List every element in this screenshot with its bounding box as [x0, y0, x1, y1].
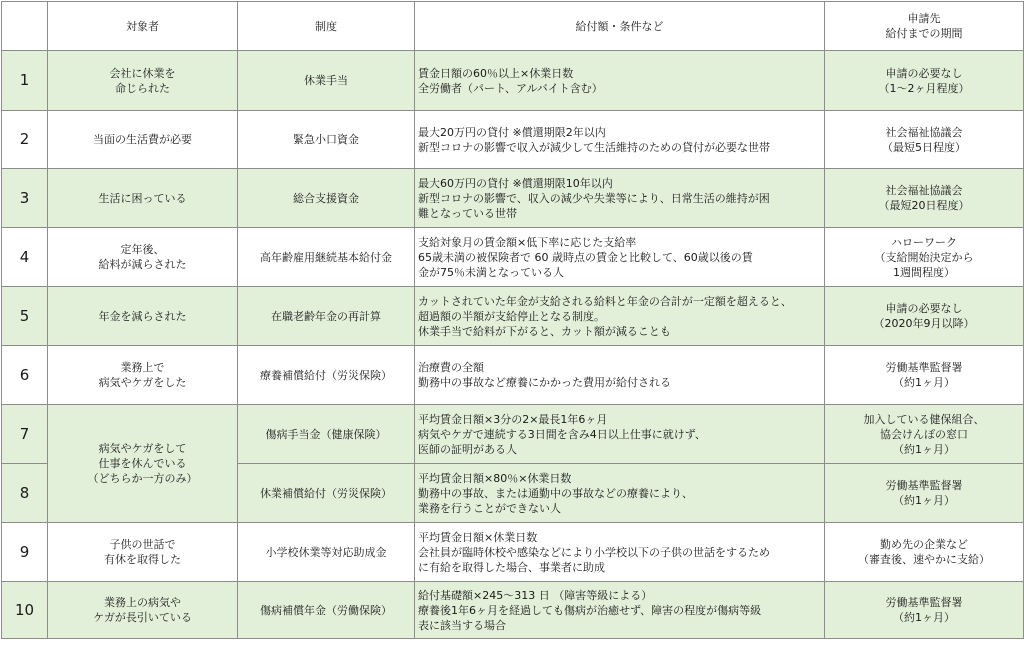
row-num: 9: [2, 523, 48, 582]
row-system: 総合支援資金: [238, 169, 415, 228]
header-apply-line2: 給付までの期間: [885, 27, 963, 40]
row-system: 傷病手当金（健康保険）: [238, 405, 415, 464]
table-row: [2, 111, 1024, 169]
row-benefit: 支給対象月の賃金額×低下率に応じた支給率 65歳未満の被保険者で 60 歳時点の賃金と比較して、60歳以後の賃 金が75％未満となっている人: [415, 228, 825, 287]
row-apply: 申請の必要なし （1～2ヶ月程度）: [825, 51, 1024, 111]
benefits-table: [1, 1, 1024, 639]
row-benefit: 治療費の全額 勤務中の事故など療養にかかった費用が給付される: [415, 346, 825, 405]
row-target: 会社に休業を 命じられた: [48, 51, 238, 111]
header-benefit: 給付額・条件など: [415, 2, 825, 51]
row-apply: 労働基準監督署 （約1ヶ月）: [825, 464, 1024, 523]
row-system: 休業補償給付（労災保険）: [238, 464, 415, 523]
table-row: [2, 287, 1024, 346]
row-apply: 労働基準監督署 （約1ヶ月）: [825, 582, 1024, 639]
row-num: 4: [2, 228, 48, 287]
row-apply: 労働基準監督署 （約1ヶ月）: [825, 346, 1024, 405]
table-row: [2, 169, 1024, 228]
row-num: 6: [2, 346, 48, 405]
row-apply: ハローワーク （支給開始決定から 1週間程度）: [825, 228, 1024, 287]
row-num: 10: [2, 582, 48, 639]
table-header-row: [2, 2, 1024, 51]
row-system: 小学校休業等対応助成金: [238, 523, 415, 582]
row-target: 定年後、 給料が減らされた: [48, 228, 238, 287]
row-system: 高年齢雇用継続基本給付金: [238, 228, 415, 287]
row-apply: 社会福祉協議会 （最短5日程度）: [825, 111, 1024, 169]
table-row: [2, 228, 1024, 287]
row-target: 子供の世話で 有休を取得した: [48, 523, 238, 582]
row-num: 8: [2, 464, 48, 523]
row-target: 年金を減らされた: [48, 287, 238, 346]
row-benefit: カットされていた年金が支給される給料と年金の合計が一定額を超えると、 超過額の半額が支給停止となる制度。 休業手当で給料が下がると、カット額が減ることも: [415, 287, 825, 346]
row-apply: 加入している健保組合、 協会けんぽの窓口 （約1ヶ月）: [825, 405, 1024, 464]
header-target: 対象者: [48, 2, 238, 51]
table-row: [2, 51, 1024, 111]
row-num: 2: [2, 111, 48, 169]
table-row: [2, 346, 1024, 405]
header-apply-line1: 申請先: [907, 12, 941, 25]
table-row: [2, 582, 1024, 639]
row-target: 業務上の病気や ケガが長引いている: [48, 582, 238, 639]
row-num: 3: [2, 169, 48, 228]
row-apply: 申請の必要なし （2020年9月以降）: [825, 287, 1024, 346]
row-benefit: 平均賃金日額×3分の2×最長1年6ヶ月 病気やケガで連続する3日間を含み4日以上仕事に就けず、 医師の証明がある人: [415, 405, 825, 464]
row-system: 傷病補償年金（労働保険）: [238, 582, 415, 639]
header-apply: [825, 2, 1024, 51]
row-benefit: 賃金日額の60％以上×休業日数 全労働者（パート、アルバイト含む）: [415, 51, 825, 111]
row-num: 7: [2, 405, 48, 464]
row-benefit: 最大20万円の貸付 ※償還期限2年以内 新型コロナの影響で収入が減少して生活維持のための貸付が必要な世帯: [415, 111, 825, 169]
row-benefit: 平均賃金日額×80％×休業日数 勤務中の事故、または通勤中の事故などの療養により、 業務を行うことができない人: [415, 464, 825, 523]
row-benefit: 給付基礎額×245～313 日 （障害等級による） 療養後1年6ヶ月を経過しても傷病が治癒せず、障害の程度が傷病等級 表に該当する場合: [415, 582, 825, 639]
row-apply: 社会福祉協議会 （最短20日程度）: [825, 169, 1024, 228]
header-system: 制度: [238, 2, 415, 51]
row-target: 生活に困っている: [48, 169, 238, 228]
table-row: [2, 405, 1024, 464]
row-benefit: 最大60万円の貸付 ※償還期限10年以内 新型コロナの影響で、収入の減少や失業等により、日常生活の維持が困 難となっている世帯: [415, 169, 825, 228]
row-apply: 勤め先の企業など （審査後、速やかに支給）: [825, 523, 1024, 582]
header-num: [2, 2, 48, 51]
row-benefit: 平均賃金日額×休業日数 会社員が臨時休校や感染などにより小学校以下の子供の世話をするため に有給を取得した場合、事業者に助成: [415, 523, 825, 582]
row-num: 5: [2, 287, 48, 346]
row-system: 療養補償給付（労災保険）: [238, 346, 415, 405]
row-target: 業務上で 病気やケガをした: [48, 346, 238, 405]
row-target: 当面の生活費が必要: [48, 111, 238, 169]
row-system: 休業手当: [238, 51, 415, 111]
row-system: 緊急小口資金: [238, 111, 415, 169]
table-row: [2, 523, 1024, 582]
row-num: 1: [2, 51, 48, 111]
row-target-merged: 病気やケガをして 仕事を休んでいる （どちらか一方のみ）: [48, 405, 238, 523]
row-system: 在職老齢年金の再計算: [238, 287, 415, 346]
